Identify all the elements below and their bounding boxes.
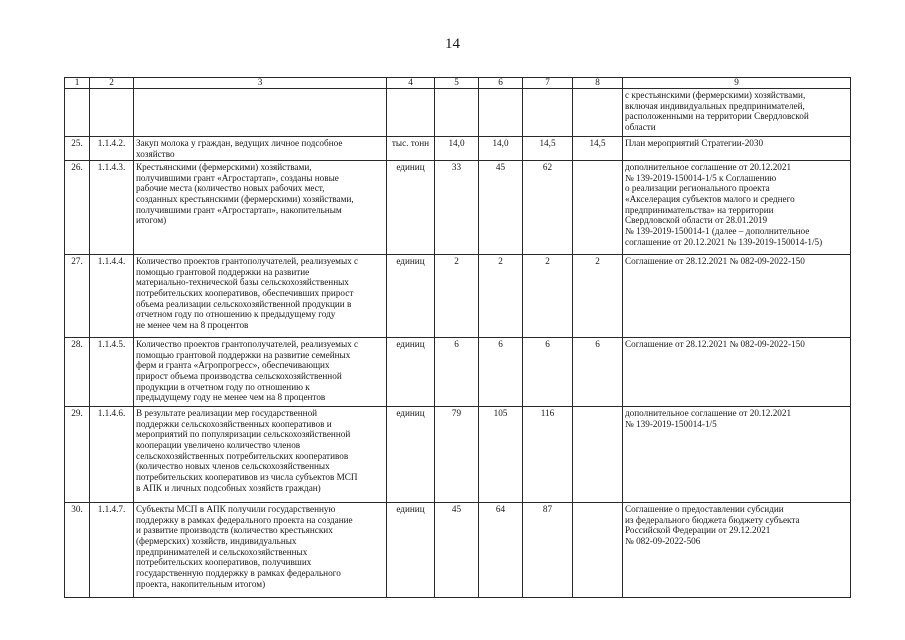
table-row xyxy=(65,338,851,407)
value-cell: 2 xyxy=(479,255,523,338)
value-cell: 6 xyxy=(435,338,479,407)
row-number: 26. xyxy=(65,161,90,255)
indicator-code: 1.1.4.4. xyxy=(90,255,134,338)
unit: тыс. тонн xyxy=(387,137,435,161)
indicator-name: В результате реализации мер государственной поддержки сельскохозяйственных кооперативов и мероприятий по популяризации сельскохозяйственной кооперации увеличено количество членов сельскохозяйственных потребительских кооперативов (количество новых членов сельскохозяйственных потребительских кооперативов из числа субъектов МСП в АПК и личных подсобных хозяйств граждан) xyxy=(134,407,387,503)
table-row xyxy=(65,503,851,598)
indicator-code xyxy=(90,89,134,137)
table-row xyxy=(65,89,851,137)
column-number: 4 xyxy=(387,78,435,89)
value-cell: 45 xyxy=(479,161,523,255)
value-cell xyxy=(523,89,573,137)
column-number: 3 xyxy=(134,78,387,89)
unit: единиц xyxy=(387,503,435,598)
source-document: Соглашение от 28.12.2021 № 082-09-2022-150 xyxy=(623,338,851,407)
row-number xyxy=(65,89,90,137)
column-number: 7 xyxy=(523,78,573,89)
value-cell xyxy=(573,503,623,598)
value-cell: 87 xyxy=(523,503,573,598)
indicator-code: 1.1.4.2. xyxy=(90,137,134,161)
value-cell: 64 xyxy=(479,503,523,598)
value-cell: 2 xyxy=(523,255,573,338)
value-cell: 14,5 xyxy=(523,137,573,161)
indicator-code: 1.1.4.7. xyxy=(90,503,134,598)
indicator-name: Количество проектов грантополучателей, реализуемых с помощью грантовой поддержки на развитие семейных ферм и гранта «Агропрогресс», обеспечивающих прирост объема производства сельскохозяйственной продукции в отчетном году по отношению к предыдущему году не менее чем на 8 процентов xyxy=(134,338,387,407)
column-number: 6 xyxy=(479,78,523,89)
indicator-name: Закуп молока у граждан, ведущих личное подсобное хозяйство xyxy=(134,137,387,161)
indicator-code: 1.1.4.3. xyxy=(90,161,134,255)
row-number: 28. xyxy=(65,338,90,407)
value-cell: 105 xyxy=(479,407,523,503)
unit xyxy=(387,89,435,137)
value-cell xyxy=(573,89,623,137)
value-cell xyxy=(479,89,523,137)
value-cell: 45 xyxy=(435,503,479,598)
column-number: 5 xyxy=(435,78,479,89)
value-cell xyxy=(435,89,479,137)
column-number-row xyxy=(65,78,851,89)
row-number: 27. xyxy=(65,255,90,338)
unit: единиц xyxy=(387,338,435,407)
table-row xyxy=(65,255,851,338)
value-cell: 14,0 xyxy=(479,137,523,161)
unit: единиц xyxy=(387,407,435,503)
value-cell: 6 xyxy=(479,338,523,407)
source-document: дополнительное соглашение от 20.12.2021 № 139-2019-150014-1/5 xyxy=(623,407,851,503)
value-cell: 116 xyxy=(523,407,573,503)
column-number: 9 xyxy=(623,78,851,89)
value-cell: 62 xyxy=(523,161,573,255)
column-number: 1 xyxy=(65,78,90,89)
source-document: Соглашение о предоставлении субсидии из федерального бюджета бюджету субъекта Российской Федерации от 29.12.2021 № 082-09-2022-506 xyxy=(623,503,851,598)
value-cell: 6 xyxy=(573,338,623,407)
value-cell xyxy=(573,161,623,255)
source-document: Соглашение от 28.12.2021 № 082-09-2022-150 xyxy=(623,255,851,338)
source-document: с крестьянскими (фермерскими) хозяйствами, включая индивидуальных предпринимателей, расположенными на территории Свердловской области xyxy=(623,89,851,137)
row-number: 30. xyxy=(65,503,90,598)
indicator-code: 1.1.4.6. xyxy=(90,407,134,503)
indicator-name: Количество проектов грантополучателей, реализуемых с помощью грантовой поддержки на развитие материально-технической базы сельскохозяйственных потребительских кооперативов, обеспечивших прирост объема реализации сельскохозяйственной продукции в отчетном году по отношению к предыдущему году не менее чем на 8 процентов xyxy=(134,255,387,338)
indicator-name: Крестьянскими (фермерскими) хозяйствами, получившими грант «Агростартап», созданы новые рабочие места (количество новых рабочих мест, созданных крестьянскими (фермерскими) хозяйствами, получившими грант «Агростартап», накопительным итогом) xyxy=(134,161,387,255)
row-number: 29. xyxy=(65,407,90,503)
source-document: дополнительное соглашение от 20.12.2021 № 139-2019-150014-1/5 к Соглашению о реализации регионального проекта «Акселерация субъектов малого и среднего предпринимательства» на территории Свердловской области от 28.01.2019 № 139-2019-150014-1 (далее – дополнительное соглашение от 20.12.2021 № 139-2019-150014-1/5) xyxy=(623,161,851,255)
table-row xyxy=(65,407,851,503)
value-cell: 79 xyxy=(435,407,479,503)
value-cell: 6 xyxy=(523,338,573,407)
value-cell: 14,0 xyxy=(435,137,479,161)
indicators-table xyxy=(64,77,851,598)
indicator-code: 1.1.4.5. xyxy=(90,338,134,407)
page-number: 14 xyxy=(445,36,460,52)
source-document: План мероприятий Стратегии-2030 xyxy=(623,137,851,161)
unit: единиц xyxy=(387,161,435,255)
row-number: 25. xyxy=(65,137,90,161)
value-cell: 14,5 xyxy=(573,137,623,161)
column-number: 8 xyxy=(573,78,623,89)
value-cell: 33 xyxy=(435,161,479,255)
table-row xyxy=(65,137,851,161)
table-row xyxy=(65,161,851,255)
column-number: 2 xyxy=(90,78,134,89)
indicator-name xyxy=(134,89,387,137)
value-cell: 2 xyxy=(573,255,623,338)
value-cell xyxy=(573,407,623,503)
indicator-name: Субъекты МСП в АПК получили государственную поддержку в рамках федерального проекта на создание и развитие производств (количество крестьянских (фермерских) хозяйств, индивидуальных предпринимателей и сельскохозяйственных потребительских кооперативов, получивших государственную поддержку в рамках федерального проекта, накопительным итогом) xyxy=(134,503,387,598)
unit: единиц xyxy=(387,255,435,338)
value-cell: 2 xyxy=(435,255,479,338)
